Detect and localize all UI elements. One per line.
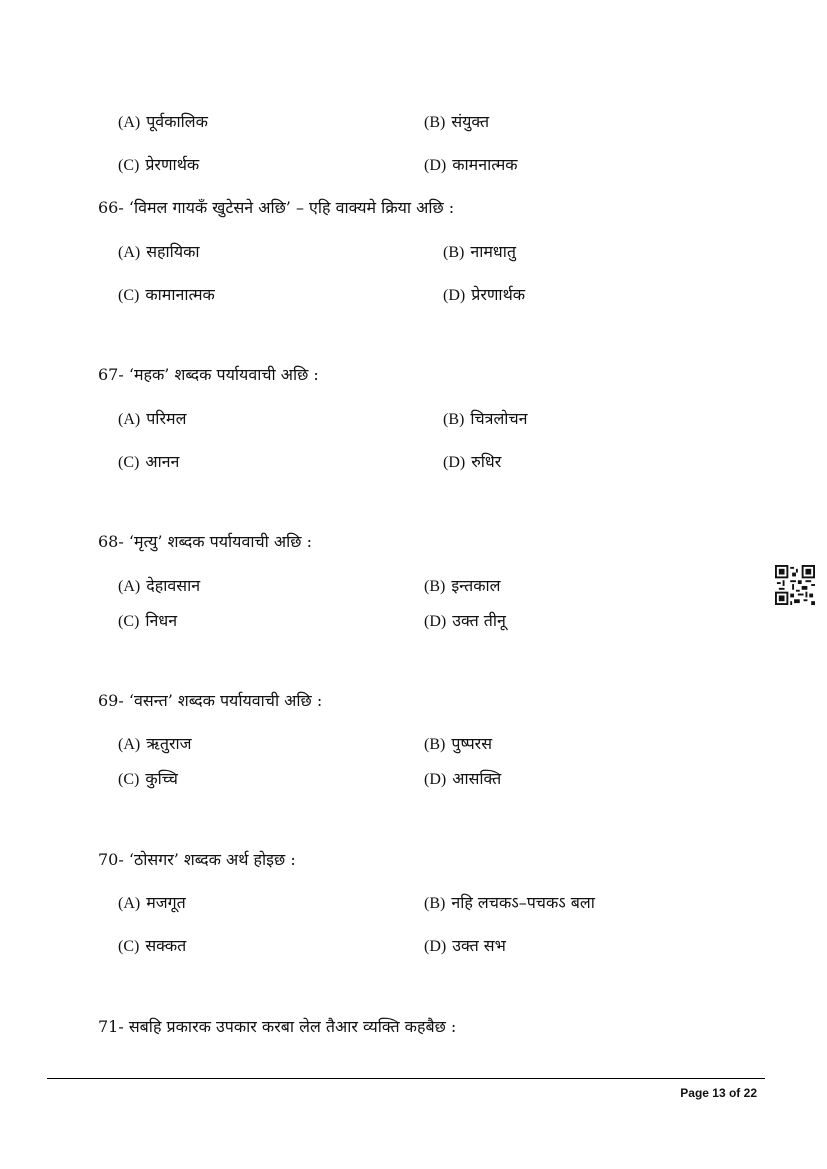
option-text: सक्कत bbox=[145, 936, 187, 955]
page-current: 13 bbox=[712, 1086, 726, 1100]
option-label: (C) bbox=[118, 287, 140, 304]
question-71: 71- सबहि प्रकारक उपकार करबा लेल तैआर व्यक्ति कहबैछ : bbox=[98, 1017, 457, 1036]
q68-option-a bbox=[118, 574, 200, 596]
option-label: (A) bbox=[118, 114, 141, 131]
option-label: (C) bbox=[118, 157, 140, 174]
option-text: निधन bbox=[145, 611, 178, 630]
q66-option-d bbox=[443, 283, 525, 305]
q69-option-d bbox=[424, 767, 501, 789]
q67-option-a bbox=[118, 407, 186, 429]
option-label: (C) bbox=[118, 771, 140, 788]
option-label: (A) bbox=[118, 578, 141, 595]
option-label: (B) bbox=[424, 736, 446, 753]
option-text: कुच्चि bbox=[145, 769, 178, 788]
option-label: (B) bbox=[424, 114, 446, 131]
q67-option-c bbox=[118, 450, 179, 472]
q66-option-c bbox=[118, 283, 215, 305]
option-text: उक्त सभ bbox=[452, 936, 506, 955]
q66-option-a bbox=[118, 240, 200, 262]
option-label: (A) bbox=[118, 244, 141, 261]
option-text: नहि लचकऽ–पचकऽ बला bbox=[451, 893, 595, 912]
option-label: (A) bbox=[118, 736, 141, 753]
question-70: 70- ‘ठोसगर’ शब्दक अर्थ होइछ : bbox=[98, 850, 296, 869]
option-text: पुष्परस bbox=[451, 734, 493, 753]
option-label: (D) bbox=[443, 454, 466, 471]
option-label: (B) bbox=[424, 895, 446, 912]
q69-option-c bbox=[118, 767, 178, 789]
option-label: (B) bbox=[424, 578, 446, 595]
option-text: सहायिका bbox=[146, 242, 200, 261]
option-label: (C) bbox=[118, 938, 140, 955]
option-label: (B) bbox=[443, 411, 465, 428]
option-text: संयुक्त bbox=[451, 112, 490, 131]
q67-option-b bbox=[443, 407, 528, 429]
option-label: (A) bbox=[118, 411, 141, 428]
page-of: of bbox=[725, 1086, 744, 1100]
q69-option-b bbox=[424, 732, 492, 754]
option-text: प्रेरणार्थक bbox=[145, 155, 200, 174]
q70-option-b bbox=[424, 891, 595, 913]
option-text: कामानात्मक bbox=[145, 285, 215, 304]
q68-option-c bbox=[118, 609, 177, 631]
option-text: ऋतुराज bbox=[146, 734, 192, 753]
option-label: (D) bbox=[424, 771, 447, 788]
q65-option-b bbox=[424, 110, 489, 132]
option-label: (D) bbox=[424, 157, 447, 174]
option-text: चित्रलोचन bbox=[470, 409, 528, 428]
q68-option-d bbox=[424, 609, 506, 631]
option-text: पूर्वकालिक bbox=[146, 112, 208, 131]
option-text: कामनात्मक bbox=[452, 155, 518, 174]
question-67: 67- ‘महक’ शब्दक पर्यायवाची अछि : bbox=[98, 365, 319, 384]
q70-option-a bbox=[118, 891, 186, 913]
question-69: 69- ‘वसन्त’ शब्दक पर्यायवाची अछि : bbox=[98, 691, 323, 710]
option-label: (A) bbox=[118, 895, 141, 912]
q70-option-d bbox=[424, 934, 506, 956]
option-label: (D) bbox=[443, 287, 466, 304]
option-text: आनन bbox=[145, 452, 180, 471]
q65-option-a bbox=[118, 110, 208, 132]
option-text: इन्तकाल bbox=[451, 576, 501, 595]
q65-option-c bbox=[118, 153, 199, 175]
option-text: नामधातु bbox=[470, 242, 517, 261]
option-label: (D) bbox=[424, 613, 447, 630]
footer-divider bbox=[47, 1078, 765, 1079]
option-text: मजगूत bbox=[146, 893, 186, 912]
option-text: प्रेरणार्थक bbox=[471, 285, 526, 304]
page-number bbox=[680, 1086, 757, 1100]
option-text: रुधिर bbox=[471, 452, 502, 471]
q65-option-d bbox=[424, 153, 518, 175]
q69-option-a bbox=[118, 732, 192, 754]
option-label: (C) bbox=[118, 613, 140, 630]
option-text: परिमल bbox=[146, 409, 187, 428]
option-text: आसक्ति bbox=[452, 769, 502, 788]
question-66: 66- ‘विमल गायकँ खुटेसने अछि’ – एहि वाक्यमे क्रिया अछि : bbox=[98, 198, 455, 217]
option-label: (D) bbox=[424, 938, 447, 955]
qr-code-icon bbox=[775, 565, 815, 605]
page-total: 22 bbox=[743, 1086, 757, 1100]
option-label: (C) bbox=[118, 454, 140, 471]
option-text: देहावसान bbox=[146, 576, 201, 595]
q70-option-c bbox=[118, 934, 186, 956]
option-text: उक्त तीनू bbox=[452, 611, 506, 630]
page-prefix: Page bbox=[680, 1086, 713, 1100]
q67-option-d bbox=[443, 450, 501, 472]
option-label: (B) bbox=[443, 244, 465, 261]
q68-option-b bbox=[424, 574, 501, 596]
question-68: 68- ‘मृत्यु’ शब्दक पर्यायवाची अछि : bbox=[98, 532, 312, 551]
q66-option-b bbox=[443, 240, 516, 262]
